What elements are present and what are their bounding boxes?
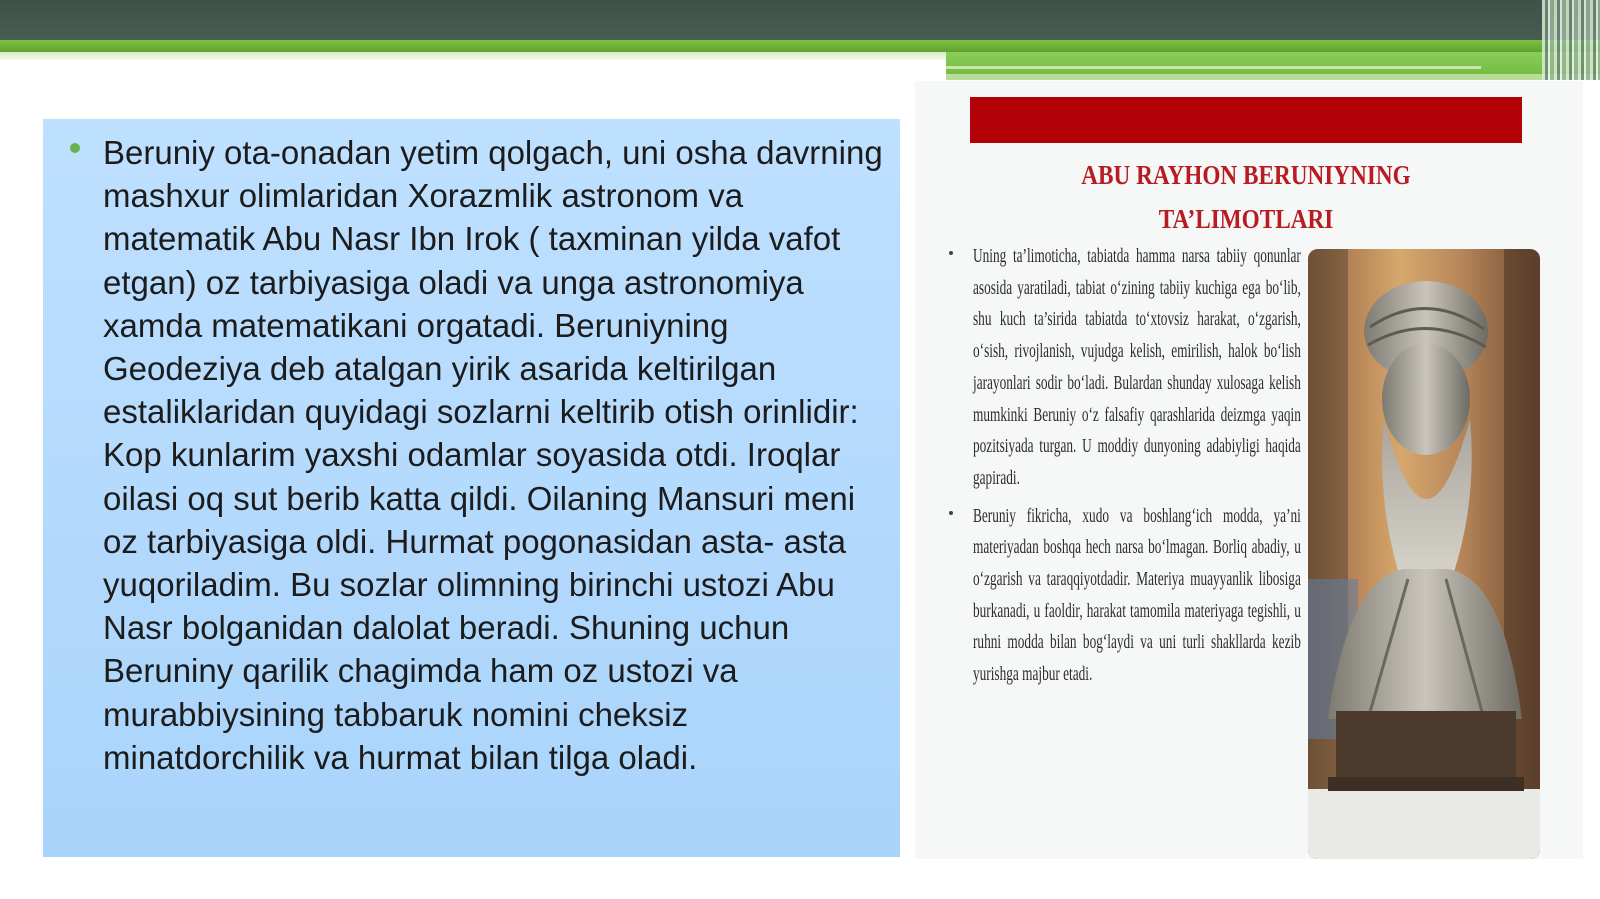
- card-paragraph: [943, 241, 1328, 495]
- header-band-pale: [0, 52, 946, 60]
- header-band-green: [0, 40, 1600, 52]
- card-paragraph-2: Beruniy fikricha, xudo va boshlang‘ich modda, ya’ni materiyadan boshqa hech narsa bo‘lmagan. Borliq abadiy, u o‘zgarish va taraqqiyotdadir. Materiya muayyanlik libosiga burkanadi, u faoldir, harakat tamomila materiyaga tegishli, u ruhni modda bilan bog‘laydi va uni turli shakllarda kezib yurishga majbur etadi.: [973, 504, 1301, 686]
- bust-illustration: [1308, 249, 1540, 859]
- header-band-highlight: [946, 66, 1481, 69]
- text-panel: [43, 119, 900, 857]
- card-paragraph-1: Uning ta’limoticha, tabiatda hamma narsa tabiiy qonunlar asosida yaratiladi, tabiat o‘zining tabiiy kuchiga ega bo‘lib, shu kuch ta’sirida tabiatda to‘xtovsiz harakat, o‘zgarish, o‘sish, rivojlanish, vujudga kelish, emirilish, halok bo‘lish jarayonlari sodir bo‘ladi. Bulardan shunday xulosaga kelish mumkinki Beruniy o‘z falsafiy qarashlarida deizmga yaqin pozitsiyada turgan. U moddiy dunyoning adabiyligi haqida gapiradi.: [973, 245, 1301, 489]
- card-title-line1: ABU RAYHON BERUNIYNING: [1081, 160, 1411, 190]
- card-paragraph: [943, 501, 1328, 691]
- bullet-icon: [70, 143, 80, 153]
- card-bullet-icon: [949, 251, 953, 255]
- card-title: [970, 153, 1522, 241]
- header-band-step-low: [946, 74, 1600, 80]
- header-band-dark: [0, 0, 1600, 40]
- card-bullet-icon: [949, 511, 953, 515]
- header-stripes: [1542, 0, 1600, 80]
- card-text-column: [943, 241, 1328, 697]
- card-red-bar: [970, 97, 1522, 143]
- card-title-line2: TA’LIMOTLARI: [1158, 204, 1334, 234]
- beruniy-bust-image: [1308, 249, 1540, 859]
- image-card: [915, 81, 1583, 859]
- main-paragraph: Beruniy ota-onadan yetim qolgach, uni osha davrning mashxur olimlaridan Xorazmlik astronom va matematik Abu Nasr Ibn Irok ( taxminan yilda vafot etgan) oz tarbiyasiga oladi va unga astronomiya xamda matematikani orgatadi. Beruniyning Geodeziya deb atalgan yirik asarida keltirilgan estaliklaridan quyidagi sozlarni keltirib otish orinlidir: Kop kunlarim yaxshi odamlar soyasida otdi. Iroqlar oilasi oq sut berib katta qildi. Oilaning Mansuri meni oz tarbiyasiga oldi. Hurmat pogonasidan asta- asta yuqoriladim. Bu sozlar olimning birinchi ustozi Abu Nasr bolganidan dalolat beradi. Shuning uchun Beruniny qarilik chagimda ham oz ustozi va murabbiysining tabbaruk nomini cheksiz minatdorchilik va hurmat bilan tilga oladi.: [103, 134, 883, 776]
